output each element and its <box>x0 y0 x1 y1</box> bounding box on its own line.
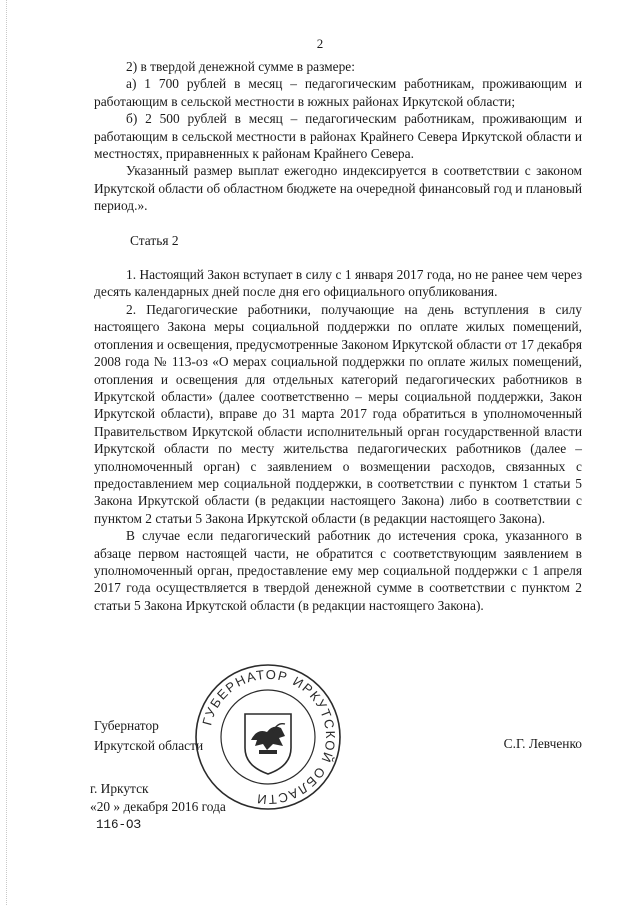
official-seal <box>193 662 343 812</box>
signatory-title <box>94 716 203 756</box>
paragraph-part-1: 1. Настоящий Закон вступает в силу с 1 января 2017 года, но не ранее чем через десять календарных дней после дня его официального опубликования. <box>94 267 582 300</box>
law-number: 116-ОЗ <box>96 818 142 832</box>
paragraph-part-2: 2. Педагогические работники, получающие на день вступления в силу настоящего Закона меры социальной поддержки по оплате жилых помещений, отопления и освещения, предусмотренные Законом Иркутской области от 17 декабря 2008 года № 113-оз «О мерах социальной поддержки по оплате жилых помещений, отопления и освещения для отдельных категорий педагогических работников в Иркутской области» (далее соответственно – меры социальной поддержки, Закон Иркутской области), вправе до 31 марта 2017 года обратиться в уполномоченный Правительством Иркутской области исполнительный орган государственной власти Иркутской области по месту жительства педагогических работников (далее – уполномоченный орган) с заявлением о возмещении расходов, связанных с предоставлением мер социальной поддержки, в соответствии с пунктом 1 статьи 5 Закона Иркутской области (в редакции настоящего Закона) либо в соответствии с пунктом 2 статьи 5 Закона Иркутской области (в редакции настоящего Закона). <box>94 301 582 526</box>
paragraph-part-2-second: В случае если педагогический работник до истечения срока, указанного в абзаце первом настоящей части, не обратится с соответствующим заявлением в уполномоченный орган, предоставление ему мер социальной поддержки с 1 апреля 2017 года осуществляется в твердой денежной сумме в соответствии с пунктом 2 статьи 5 Закона Иркутской области (в редакции настоящего Закона). <box>94 528 582 613</box>
signatory-name: С.Г. Левченко <box>503 736 582 751</box>
seal-ring-text: ГУБЕРНАТОР ИРКУТСКОЙ ОБЛАСТИ <box>199 666 339 808</box>
article-heading: Статья 2 <box>130 232 179 248</box>
seal-graphic <box>193 662 343 812</box>
paragraph-item-2: 2) в твердой денежной сумме в размере: <box>126 59 355 74</box>
law-date: «20 » декабря 2016 года <box>90 799 226 814</box>
signatory-title-line-2: Иркутской области <box>94 738 204 753</box>
signatory-title-line-1: Губернатор <box>94 718 159 733</box>
coat-of-arms-emblem <box>245 714 291 774</box>
document-body <box>94 58 582 614</box>
city: г. Иркутск <box>90 781 149 796</box>
paragraph-subitem-b: б) 2 500 рублей в месяц – педагогическим работникам, проживающим и работающим в сельской местности в районах Крайнего Севера Иркутской области и местностях, приравненных к районам Крайнего Севера. <box>94 111 582 162</box>
paragraph-indexation: Указанный размер выплат ежегодно индексируется в соответствии с законом Иркутской области об областном бюджете на очередной финансовый год и плановый период.». <box>94 163 582 214</box>
page-number: 2 <box>316 36 324 51</box>
paragraph-subitem-a: а) 1 700 рублей в месяц – педагогическим работникам, проживающим и работающим в сельской местности в южных районах Иркутской области; <box>94 76 582 109</box>
scan-edge-line <box>6 0 8 905</box>
